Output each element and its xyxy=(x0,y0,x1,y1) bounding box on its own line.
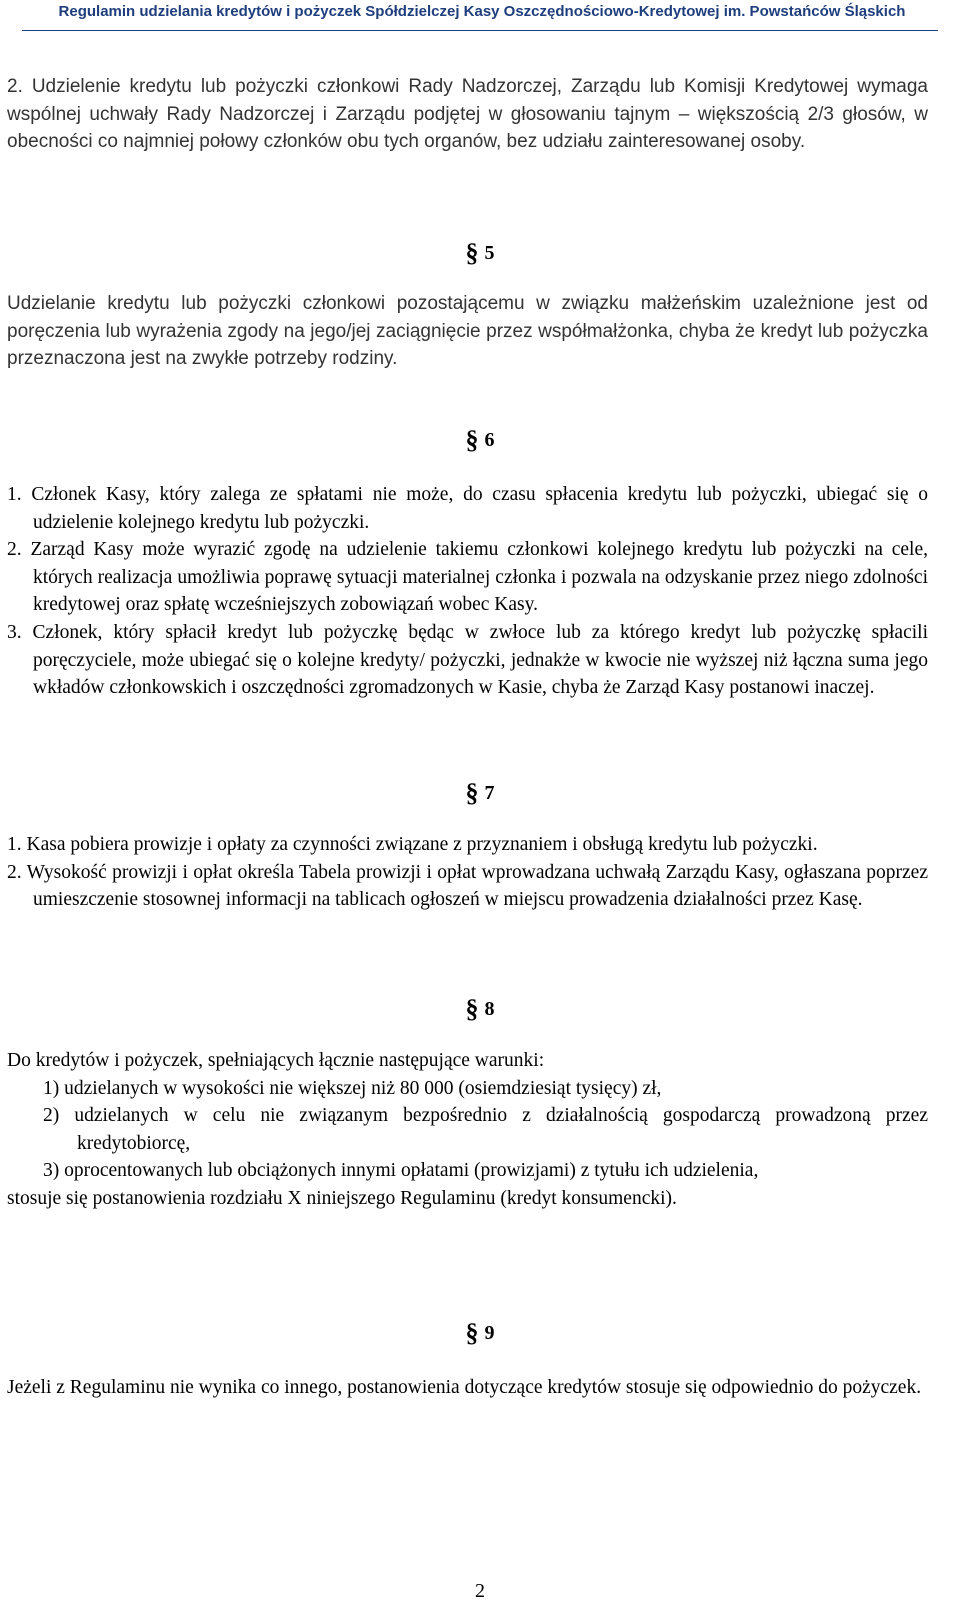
section-9-heading xyxy=(0,1318,960,1348)
section-number: 5 xyxy=(484,242,495,264)
section-9-paragraph: Jeżeli z Regulaminu nie wynika co innego, postanowienia dotyczące kredytów stosuje się odpowiednio do pożyczek. xyxy=(7,1377,922,1398)
section-8-condition-1: 1) udzielanych w wysokości nie większej niż 80 000 (osiemdziesiąt tysięcy) zł, xyxy=(43,1077,662,1099)
section-8-condition-2: 2) udzielanych w celu nie związanym bezpośrednio z działalnością gospodarczą prowadzoną przez kredytobiorcę, xyxy=(43,1105,928,1154)
document-header: Regulamin udzielania kredytów i pożyczek Spółdzielczej Kasy Oszczędnościowo-Kredytowej im. Powstańców Śląskich xyxy=(58,3,906,20)
header-rule xyxy=(22,30,938,31)
section-4-continuation xyxy=(7,73,928,156)
section-6-body xyxy=(7,481,928,702)
section-5-body xyxy=(7,290,928,373)
section-7-item-1: 1. Kasa pobiera prowizje i opłaty za czynności związane z przyznaniem i obsługą kredytu lub pożyczki. xyxy=(7,834,818,855)
section-9-body xyxy=(7,1374,928,1402)
section-number: 8 xyxy=(484,998,495,1020)
section-7-heading xyxy=(0,778,960,808)
section-7-item-2: 2. Wysokość prowizji i opłat określa Tabela prowizji i opłat wprowadzana uchwałą Zarządu Kasy, ogłaszana poprzez umieszczenie stosownej informacji na tablicach ogłoszeń w miejscu prowadzenia działalności przez Kasę. xyxy=(7,861,928,911)
section-8-condition-3: 3) oprocentowanych lub obciążonych innymi opłatami (prowizjami) z tytułu ich udzielenia, xyxy=(43,1160,759,1182)
section-symbol: § xyxy=(465,238,479,267)
section-number: 9 xyxy=(484,1322,495,1344)
section-6-item-3: 3. Członek, który spłacił kredyt lub pożyczkę będąc w zwłoce lub za którego kredyt lub pożyczkę spłacili poręczyciele, może ubiegać się o kolejne kredyty/ pożyczki, jednakże w kwocie nie wyższej niż łączna suma jego wkładów członkowskich i oszczędności zgromadzonych w Kasie, chyba że Zarząd Kasy postanowi inaczej. xyxy=(7,621,928,699)
section-8-heading xyxy=(0,994,960,1024)
section-symbol: § xyxy=(465,778,479,807)
section-6-heading xyxy=(0,425,960,455)
section-symbol: § xyxy=(465,425,479,454)
section-7-body xyxy=(7,831,928,914)
section-4-paragraph-2: 2. Udzielenie kredytu lub pożyczki członkowi Rady Nadzorczej, Zarządu lub Komisji Kredytowej wymaga wspólnej uchwały Rady Nadzorczej i Zarządu podjętej w głosowaniu tajnym – większością 2/3 głosów, w obecności co najmniej połowy członków obu tych organów, bez udziału zainteresowanej osoby. xyxy=(7,76,928,153)
section-8-body xyxy=(7,1047,928,1213)
section-6-item-1: 1. Członek Kasy, który zalega ze spłatami nie może, do czasu spłacenia kredytu lub pożyczki, ubiegać się o udzielenie kolejnego kredytu lub pożyczki. xyxy=(7,484,928,533)
section-8-outro: stosuje się postanowienia rozdziału X niniejszego Regulaminu (kredyt konsumencki). xyxy=(7,1187,677,1209)
page-number: 2 xyxy=(475,1580,485,1602)
section-6-item-2: 2. Zarząd Kasy może wyrazić zgodę na udzielenie takiemu członkowi kolejnego kredytu lub pożyczki na cele, których realizacja umożliwia poprawę sytuacji materialnej członka i pozwala na odzyskanie przez niego zdolności kredytowej oraz spłatę wcześniejszych zobowiązań wobec Kasy. xyxy=(7,539,928,616)
section-5-paragraph: Udzielanie kredytu lub pożyczki członkowi pozostającemu w związku małżeńskim uzależnione jest od poręczenia lub wyrażenia zgody na jego/jej zaciągnięcie przez współmałżonka, chyba że kredyt lub pożyczka przeznaczona jest na zwykłe potrzeby rodziny. xyxy=(7,293,928,370)
section-symbol: § xyxy=(465,1318,479,1347)
section-5-heading xyxy=(0,238,960,268)
section-number: 7 xyxy=(484,782,495,804)
section-8-intro: Do kredytów i pożyczek, spełniających łącznie następujące warunki: xyxy=(7,1050,545,1071)
section-symbol: § xyxy=(465,994,479,1023)
section-number: 6 xyxy=(484,429,495,451)
